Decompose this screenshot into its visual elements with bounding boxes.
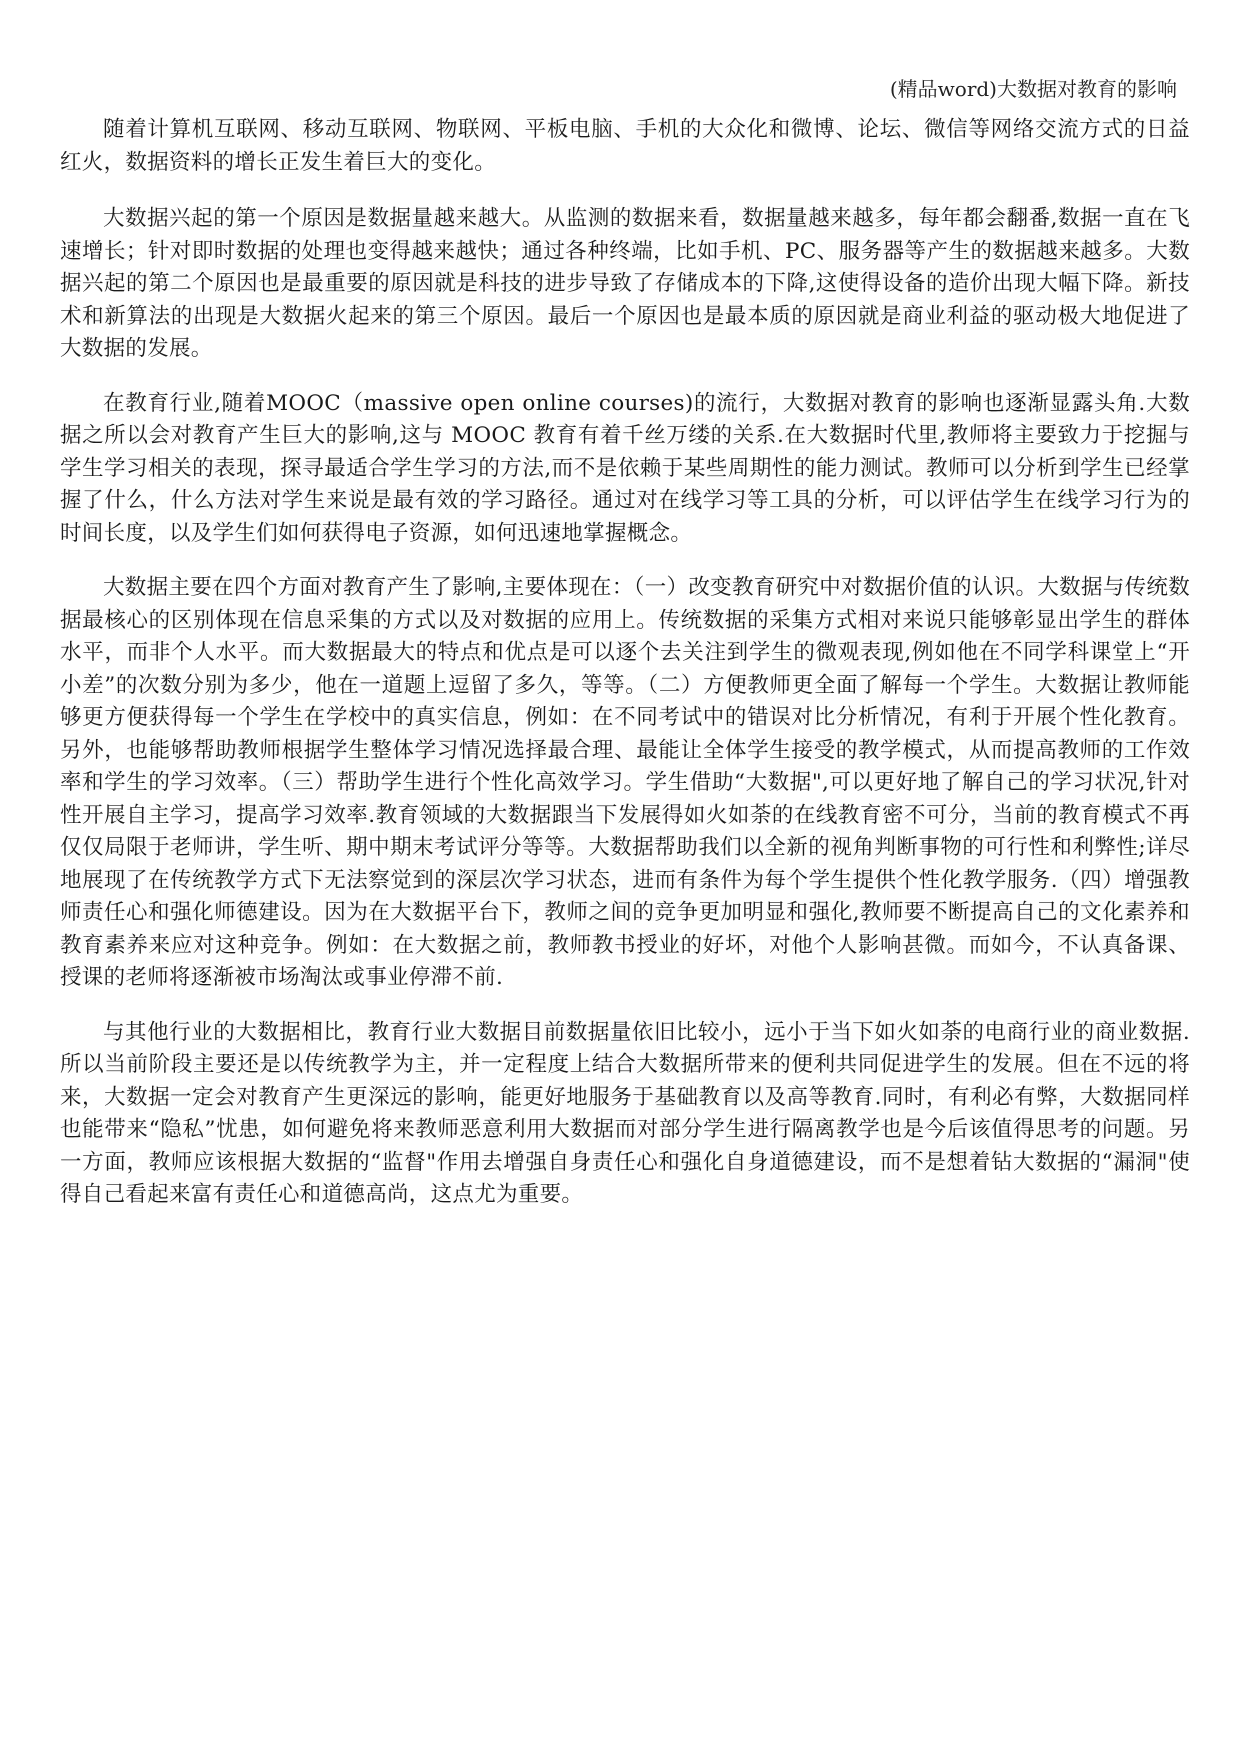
paragraph-intro: 随着计算机互联网、移动互联网、物联网、平板电脑、手机的大众化和微博、论坛、微信等网络交流方式的日益红火，数据资料的增长正发生着巨大的变化。 <box>60 117 1190 175</box>
document-body <box>60 114 1190 1234</box>
paragraph-mooc: 在教育行业,随着MOOC（massive open online courses)的流行，大数据对教育的影响也逐渐显露头角.大数据之所以会对教育产生巨大的影响,这与 MOOC 教育有着千丝万缕的关系.在大数据时代里,教师将主要致力于挖掘与学生学习相关的表现，探寻最适合学生学习的方法,而不是依赖于某些周期性的能力测试。教师可以分析到学生已经掌握了什么，什么方法对学生来说是最有效的学习路径。通过对在线学习等工具的分析，可以评估学生在线学习行为的时间长度，以及学生们如何获得电子资源，如何迅速地掌握概念。 <box>60 390 1190 546</box>
paragraph-conclusion: 与其他行业的大数据相比，教育行业大数据目前数据量依旧比较小，远小于当下如火如荼的电商行业的商业数据.所以当前阶段主要还是以传统教学为主，并一定程度上结合大数据所带来的便利共同促进学生的发展。但在不远的将来，大数据一定会对教育产生更深远的影响，能更好地服务于基础教育以及高等教育.同时，有利必有弊，大数据同样也能带来“隐私”忧患，如何避免将来教师恶意利用大数据而对部分学生进行隔离教学也是今后该值得思考的问题。另一方面，教师应该根据大数据的“监督"作用去增强自身责任心和强化自身道德建设，而不是想着钻大数据的“漏洞"使得自己看起来富有责任心和道德高尚，这点尤为重要。 <box>60 1019 1190 1207</box>
paragraph-reasons: 大数据兴起的第一个原因是数据量越来越大。从监测的数据来看，数据量越来越多，每年都会翻番,数据一直在飞速增长；针对即时数据的处理也变得越来越快；通过各种终端，比如手机、PC、服务器等产生的数据越来越多。大数据兴起的第二个原因也是最重要的原因就是科技的进步导致了存储成本的下降,这使得设备的造价出现大幅下降。新技术和新算法的出现是大数据火起来的第三个原因。最后一个原因也是最本质的原因就是商业利益的驱动极大地促进了大数据的发展。 <box>60 206 1190 361</box>
paragraph-four-aspects: 大数据主要在四个方面对教育产生了影响,主要体现在：（一）改变教育研究中对数据价值的认识。大数据与传统数据最核心的区别体现在信息采集的方式以及对数据的应用上。传统数据的采集方式相对来说只能够彰显出学生的群体水平，而非个人水平。而大数据最大的特点和优点是可以逐个去关注到学生的微观表现,例如他在不同学科课堂上“开小差”的次数分别为多少，他在一道题上逗留了多久，等等。（二）方便教师更全面了解每一个学生。大数据让教师能够更方便获得每一个学生在学校中的真实信息，例如：在不同考试中的错误对比分析情况，有利于开展个性化教育。另外，也能够帮助教师根据学生整体学习情况选择最合理、最能让全体学生接受的教学模式，从而提高教师的工作效率和学生的学习效率。（三）帮助学生进行个性化高效学习。学生借助“大数据",可以更好地了解自己的学习状况,针对性开展自主学习，提高学习效率.教育领域的大数据跟当下发展得如火如荼的在线教育密不可分，当前的教育模式不再仅仅局限于老师讲，学生听、期中期末考试评分等等。大数据帮助我们以全新的视角判断事物的可行性和利弊性;详尽地展现了在传统教学方式下无法察觉到的深层次学习状态，进而有条件为每个学生提供个性化教学服务.（四）增强教师责任心和强化师德建设。因为在大数据平台下，教师之间的竞争更加明显和强化,教师要不断提高自己的文化素养和教育素养来应对这种竞争。例如：在大数据之前，教师教书授业的好坏，对他个人影响甚微。而如今，不认真备课、授课的老师将逐渐被市场淘汰或事业停滞不前. <box>60 575 1190 990</box>
running-header: (精品word)大数据对教育的影响 <box>889 77 1177 101</box>
